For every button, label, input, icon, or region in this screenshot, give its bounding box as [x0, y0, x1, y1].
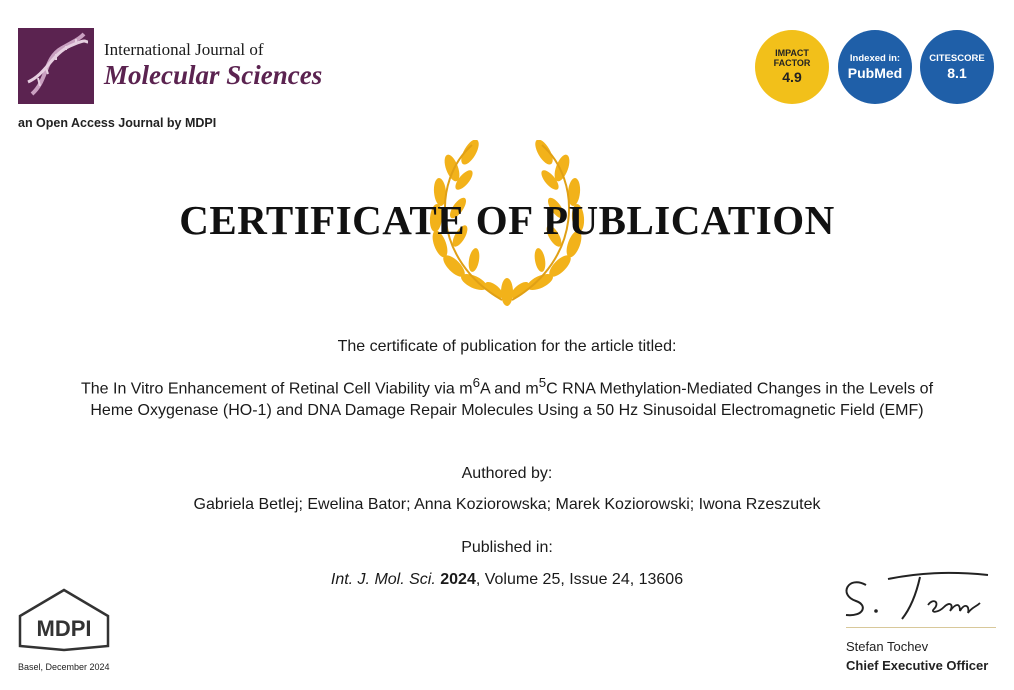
impact-label-2: FACTOR: [773, 57, 811, 68]
signer-role: Chief Executive Officer: [846, 658, 989, 673]
indexed-label: Indexed in:: [849, 52, 901, 64]
citation-rest: , Volume 25, Issue 24, 13606: [475, 571, 684, 588]
article-title-sup2: 5: [538, 375, 547, 390]
signature-divider: [846, 627, 996, 628]
indexed-value: PubMed: [847, 64, 903, 81]
mdpi-logo-text: MDPI: [36, 616, 92, 641]
article-title-sup1: 6: [472, 375, 481, 390]
journal-name: [104, 28, 322, 91]
article-title-part1: The In Vitro Enhancement of Retinal Cell Viability via m: [80, 380, 473, 398]
citation-journal: Int. J. Mol. Sci.: [330, 571, 436, 588]
certificate-intro: The certificate of publication for the article titled:: [337, 338, 677, 355]
journal-name-line1: International Journal of: [104, 40, 264, 59]
pubmed-badge: [838, 30, 912, 104]
place-date: Basel, December 2024: [18, 662, 110, 672]
article-title-part3: C RNA Methylation-Mediated Changes in the Levels of Heme Oxygenase (HO-1) and DNA Damage Repair Molecules Using a 50 Hz Sinusoidal Electromagnetic Field (EMF): [90, 380, 934, 420]
dna-helix-icon: [18, 28, 94, 104]
citation-year: 2024: [440, 571, 476, 588]
impact-factor-badge: [755, 30, 829, 104]
journal-tagline: an Open Access Journal by MDPI: [18, 116, 217, 130]
signature-mark: [838, 565, 998, 630]
journal-logo: [18, 28, 322, 104]
journal-name-line2: Molecular Sciences: [104, 60, 323, 90]
citescore-value: 8.1: [947, 64, 967, 81]
authors-list: Gabriela Betlej; Ewelina Bator; Anna Koziorowska; Marek Koziorowski; Iwona Rzeszutek: [193, 496, 821, 513]
signer-name: Stefan Tochev: [846, 639, 929, 654]
impact-label-1: IMPACT: [775, 48, 809, 59]
article-title-part2: A and m: [480, 380, 539, 398]
impact-value: 4.9: [782, 69, 802, 86]
citescore-label: CITESCORE: [929, 52, 985, 64]
authored-label: Authored by:: [461, 465, 553, 482]
article-title: [80, 372, 934, 422]
mdpi-logo-icon: [18, 588, 110, 657]
certificate-title: CERTIFICATE OF PUBLICATION: [179, 197, 835, 243]
published-label: Published in:: [461, 539, 553, 556]
citescore-badge: [920, 30, 994, 104]
